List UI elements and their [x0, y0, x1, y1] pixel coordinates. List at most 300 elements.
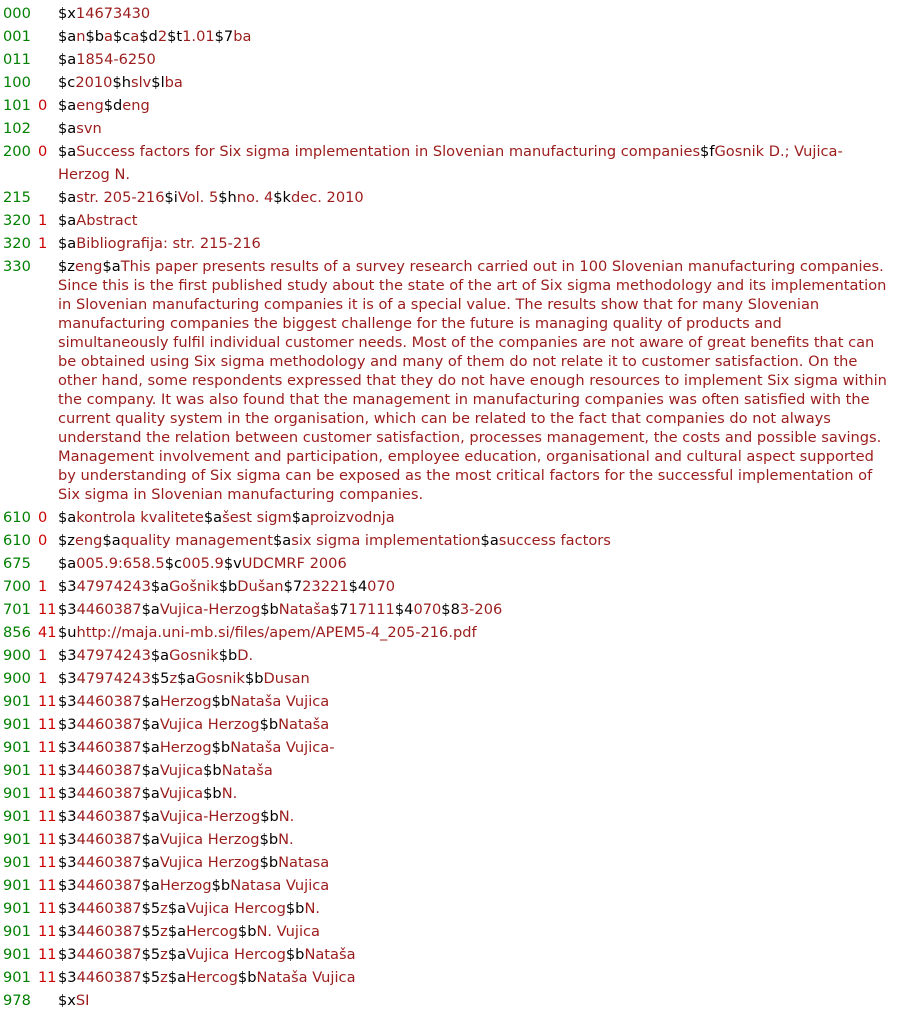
subfield-value: N.: [278, 808, 295, 825]
subfield-code: $a: [58, 235, 77, 252]
subfield-value: eng: [76, 97, 104, 114]
subfield-code: $a: [167, 946, 187, 963]
subfield-code: $3: [58, 946, 77, 963]
record-field: [0, 71, 900, 94]
subfield-value: z: [160, 900, 168, 917]
subfield-code: $a: [141, 877, 160, 894]
subfield-code: $a: [141, 808, 160, 825]
subfield-code: $a: [203, 509, 223, 526]
field-tag: 900: [3, 647, 31, 664]
subfield-value: Vujica Hercog: [186, 900, 286, 917]
subfield-code: $a: [58, 509, 77, 526]
field-indicators: 0: [38, 97, 48, 114]
subfield-code: $a: [102, 258, 121, 275]
field-tag: 901: [3, 785, 31, 802]
subfield-code: $c: [58, 74, 76, 91]
subfield-code: $b: [218, 578, 238, 595]
record-field: [0, 575, 900, 598]
field-data: [58, 713, 900, 736]
subfield-value: Vujica: [159, 785, 204, 802]
subfield-value: kontrola kvalitete: [76, 509, 204, 526]
subfield-code: $a: [141, 854, 160, 871]
subfield-value: 4460387: [76, 693, 142, 710]
record-field: [0, 851, 900, 874]
field-tag: 856: [3, 624, 31, 641]
subfield-value: Vujica Herzog: [159, 854, 260, 871]
subfield-code: $3: [58, 877, 77, 894]
subfield-code: $a: [291, 509, 311, 526]
subfield-code: $a: [58, 143, 77, 160]
field-data: [58, 667, 900, 690]
field-indicators: 11: [38, 969, 57, 986]
subfield-value: Herzog: [159, 739, 212, 756]
subfield-value: Natasa Vujica: [230, 877, 330, 894]
subfield-code: $a: [58, 212, 77, 229]
field-tag: 901: [3, 923, 31, 940]
subfield-value: a: [130, 28, 140, 45]
field-data: [58, 140, 900, 186]
subfield-value: Vujica-Herzog: [159, 808, 261, 825]
record-field: [0, 209, 900, 232]
subfield-code: $h: [112, 74, 131, 91]
subfield-value: N.: [278, 831, 294, 848]
field-tag: 001: [3, 28, 31, 45]
subfield-value: ba: [233, 28, 252, 45]
field-tag: 011: [3, 51, 31, 68]
field-data: [58, 644, 900, 667]
subfield-value: ba: [164, 74, 183, 91]
field-data: [58, 575, 900, 598]
field-indicators: 11: [38, 946, 57, 963]
subfield-code: $3: [58, 739, 77, 756]
subfield-value: Nataša: [221, 762, 273, 779]
field-tag: 901: [3, 808, 31, 825]
field-tag: 320: [3, 212, 31, 229]
field-data: [58, 2, 900, 25]
field-indicators: 0: [38, 143, 48, 160]
field-data: [58, 232, 900, 255]
subfield-value: Nataša Vujica: [256, 969, 356, 986]
subfield-value: 1854-6250: [76, 51, 156, 68]
record-field: [0, 874, 900, 897]
subfield-code: $z: [58, 258, 75, 275]
subfield-code: $a: [177, 670, 196, 687]
subfield-value: dec. 2010: [291, 189, 364, 206]
field-data: [58, 828, 900, 851]
subfield-value: Success factors for Six sigma implementation in Slovenian manufacturing companies: [76, 143, 701, 160]
subfield-value: 4460387: [76, 785, 142, 802]
subfield-value: 4460387: [76, 877, 142, 894]
subfield-value: Vujica Herzog: [159, 831, 260, 848]
field-tag: 901: [3, 854, 31, 871]
subfield-value: Bibliografija: str. 215-216: [76, 235, 261, 252]
field-data: [58, 920, 900, 943]
record-field: [0, 759, 900, 782]
subfield-code: $l: [151, 74, 165, 91]
field-indicators: 11: [38, 762, 57, 779]
field-data: [58, 621, 900, 644]
subfield-code: $b: [203, 785, 222, 802]
record-field: [0, 140, 900, 186]
subfield-code: $x: [58, 5, 76, 22]
subfield-code: $3: [58, 716, 77, 733]
subfield-code: $k: [273, 189, 292, 206]
subfield-value: SI: [75, 992, 90, 1009]
field-data: [58, 506, 900, 529]
subfield-code: $3: [58, 969, 77, 986]
subfield-value: http://maja.uni-mb.si/files/apem/APEM5-4_205-216.pdf: [76, 624, 477, 641]
field-tag: 102: [3, 120, 31, 137]
subfield-code: $3: [58, 854, 77, 871]
subfield-code: $z: [58, 532, 75, 549]
subfield-value: N.: [304, 900, 320, 917]
subfield-value: svn: [76, 120, 102, 137]
subfield-value: eng: [122, 97, 150, 114]
field-indicators: 1: [38, 578, 48, 595]
subfield-value: z: [160, 969, 168, 986]
field-tag: 901: [3, 969, 31, 986]
subfield-code: $4: [394, 601, 414, 618]
subfield-code: $3: [58, 762, 77, 779]
subfield-value: 005.9:658.5: [76, 555, 165, 572]
subfield-code: $b: [259, 854, 279, 871]
subfield-code: $a: [141, 785, 160, 802]
field-data: [58, 966, 900, 989]
subfield-value: šest sigm: [222, 509, 292, 526]
field-indicators: 11: [38, 923, 57, 940]
subfield-code: $b: [85, 28, 105, 45]
field-data: [58, 851, 900, 874]
field-tag: 901: [3, 693, 31, 710]
subfield-value: Abstract: [76, 212, 138, 229]
field-indicators: 1: [38, 235, 48, 252]
field-data: [58, 736, 900, 759]
field-tag: 701: [3, 601, 31, 618]
subfield-value: Herzog: [159, 693, 212, 710]
subfield-value: Dusan: [263, 670, 310, 687]
subfield-code: $3: [58, 900, 77, 917]
subfield-value: 4460387: [76, 739, 142, 756]
subfield-value: N. Vujica: [256, 923, 320, 940]
record-field: [0, 805, 900, 828]
subfield-value: Dušan: [237, 578, 284, 595]
subfield-code: $b: [237, 923, 257, 940]
field-tag: 901: [3, 831, 31, 848]
subfield-value: 4460387: [76, 831, 142, 848]
subfield-value: Gosnik: [195, 670, 245, 687]
subfield-value: N.: [221, 785, 238, 802]
field-tag: 901: [3, 762, 31, 779]
field-indicators: 11: [38, 877, 57, 894]
field-data: [58, 874, 900, 897]
field-indicators: 11: [38, 601, 57, 618]
subfield-value: a: [104, 28, 113, 45]
subfield-value: 005.9: [182, 555, 224, 572]
field-tag: 901: [3, 946, 31, 963]
record-field: [0, 552, 900, 575]
subfield-code: $5: [141, 923, 161, 940]
field-tag: 978: [3, 992, 31, 1009]
subfield-value: z: [160, 923, 168, 940]
field-indicators: 1: [38, 212, 48, 229]
subfield-value: Vujica: [159, 762, 204, 779]
subfield-code: $a: [167, 969, 187, 986]
subfield-value: 3-206: [459, 601, 503, 618]
record-field: [0, 690, 900, 713]
subfield-code: $c: [113, 28, 131, 45]
field-data: [58, 255, 900, 506]
subfield-code: $b: [259, 716, 279, 733]
subfield-value: Hercog: [186, 923, 238, 940]
subfield-value: proizvodnja: [310, 509, 395, 526]
field-tag: 900: [3, 670, 31, 687]
subfield-value: Nataša: [278, 601, 330, 618]
subfield-code: $a: [58, 97, 77, 114]
subfield-code: $b: [211, 693, 231, 710]
subfield-value: UDCMRF 2006: [241, 555, 347, 572]
record-field: [0, 48, 900, 71]
subfield-value: Nataša Vujica: [230, 693, 330, 710]
subfield-value: 47974243: [76, 647, 151, 664]
subfield-value: 23221: [302, 578, 349, 595]
field-indicators: 11: [38, 716, 57, 733]
record-field: [0, 186, 900, 209]
field-tag: 901: [3, 900, 31, 917]
record-field: [0, 989, 900, 1012]
record-field: [0, 117, 900, 140]
subfield-code: $3: [58, 670, 77, 687]
subfield-code: $3: [58, 601, 77, 618]
subfield-code: $3: [58, 693, 77, 710]
subfield-value: 47974243: [76, 670, 151, 687]
subfield-value: Natasa: [278, 854, 330, 871]
subfield-code: $b: [260, 601, 279, 618]
field-tag: 000: [3, 5, 31, 22]
subfield-value: 4460387: [76, 808, 142, 825]
subfield-code: $a: [58, 189, 77, 206]
subfield-code: $3: [58, 808, 77, 825]
subfield-value: Vujica-Herzog: [159, 601, 261, 618]
subfield-code: $f: [700, 143, 715, 160]
subfield-value: 4460387: [76, 923, 142, 940]
field-indicators: 1: [38, 647, 48, 664]
field-tag: 101: [3, 97, 31, 114]
subfield-code: $b: [244, 670, 264, 687]
record-field: [0, 506, 900, 529]
field-tag: 330: [3, 258, 31, 275]
subfield-value: slv: [131, 74, 152, 91]
subfield-code: $b: [285, 946, 305, 963]
field-tag: 610: [3, 509, 31, 526]
record-field: [0, 828, 900, 851]
field-data: [58, 782, 900, 805]
field-indicators: 11: [38, 900, 57, 917]
subfield-code: $b: [259, 831, 279, 848]
subfield-code: $8: [441, 601, 460, 618]
field-data: [58, 94, 900, 117]
subfield-code: $u: [58, 624, 77, 641]
record-field: [0, 966, 900, 989]
subfield-code: $7: [214, 28, 234, 45]
subfield-value: 070: [367, 578, 396, 595]
field-indicators: 11: [38, 808, 57, 825]
subfield-value: six sigma implementation: [291, 532, 481, 549]
field-data: [58, 989, 900, 1012]
subfield-code: $a: [273, 532, 292, 549]
subfield-code: $a: [58, 28, 77, 45]
subfield-code: $b: [260, 808, 279, 825]
field-indicators: 41: [38, 624, 57, 641]
field-indicators: 11: [38, 693, 57, 710]
field-data: [58, 552, 900, 575]
subfield-code: $b: [203, 762, 222, 779]
subfield-value: Gošnik: [169, 578, 219, 595]
subfield-value: eng: [74, 532, 103, 549]
record-field: [0, 25, 900, 48]
record-field: [0, 232, 900, 255]
subfield-value: n: [76, 28, 86, 45]
subfield-code: $a: [141, 716, 160, 733]
subfield-code: $a: [480, 532, 499, 549]
subfield-code: $a: [167, 900, 187, 917]
field-tag: 901: [3, 716, 31, 733]
subfield-code: $d: [139, 28, 158, 45]
field-data: [58, 897, 900, 920]
subfield-value: 14673430: [75, 5, 151, 22]
subfield-value: Hercog: [186, 969, 238, 986]
record-field: [0, 920, 900, 943]
subfield-code: $a: [141, 739, 160, 756]
subfield-value: 4460387: [76, 969, 142, 986]
subfield-value: D.: [237, 647, 254, 664]
field-tag: 100: [3, 74, 31, 91]
record-field: [0, 598, 900, 621]
subfield-value: no. 4: [236, 189, 274, 206]
field-data: [58, 759, 900, 782]
field-tag: 215: [3, 189, 31, 206]
subfield-value: Gosnik D.; Vujica-Herzog N.: [58, 143, 843, 183]
subfield-value: 2010: [75, 74, 113, 91]
subfield-value: quality management: [120, 532, 274, 549]
subfield-code: $7: [283, 578, 303, 595]
subfield-value: Gosnik: [169, 647, 219, 664]
record-field: [0, 529, 900, 552]
subfield-value: 4460387: [76, 900, 142, 917]
subfield-value: Vol. 5: [177, 189, 219, 206]
subfield-code: $a: [58, 555, 77, 572]
subfield-code: $5: [150, 670, 170, 687]
field-indicators: 11: [38, 854, 57, 871]
field-tag: 901: [3, 739, 31, 756]
subfield-value: 4460387: [76, 716, 142, 733]
subfield-code: $3: [58, 785, 77, 802]
field-indicators: 1: [38, 670, 48, 687]
field-data: [58, 117, 900, 140]
subfield-code: $b: [285, 900, 305, 917]
subfield-code: $h: [218, 189, 237, 206]
subfield-value: Nataša Vujica-: [230, 739, 335, 756]
subfield-code: $3: [58, 831, 77, 848]
record-field: [0, 943, 900, 966]
field-data: [58, 48, 900, 71]
subfield-value: 1.01: [182, 28, 215, 45]
subfield-value: str. 205-216: [76, 189, 165, 206]
subfield-value: eng: [74, 258, 103, 275]
record-field: [0, 667, 900, 690]
subfield-value: Nataša: [278, 716, 330, 733]
field-data: [58, 71, 900, 94]
record-field: [0, 736, 900, 759]
record-field: [0, 94, 900, 117]
subfield-value: 070: [413, 601, 442, 618]
subfield-value: This paper presents results of a survey research carried out in 100 Slovenian manufacturing companies. Since this is the first published study about the state of the art of Six sigma methodology and its implementation in Slovenian manufacturing companies it is of a special value. The results show that for many Slovenian manufacturing companies the biggest challenge for the future is managing quality of products and simultaneously fulfil individual customer needs. Most of the companies are not aware of great benefits that can be obtained using Six sigma methodology and many of them do not relate it to customer satisfaction. On the other hand, some respondents expressed that they do not have enough resources to implement Six sigma within the company. It was also found that the management in manufacturing companies was often satisfied with the current quality system in the organisation, which can be related to the fact that companies do not always understand the relation between customer satisfaction, processes management, the costs and possible savings. Management involvement and participation, employee education, organisational and cultural aspect supported by understanding of Six sigma can be exposed as the most critical factors for the successful implementation of Six sigma in Slovenian manufacturing companies.: [58, 258, 887, 503]
subfield-code: $5: [141, 900, 161, 917]
subfield-value: 4460387: [76, 762, 142, 779]
subfield-code: $5: [141, 946, 161, 963]
record-field: [0, 644, 900, 667]
subfield-code: $a: [58, 120, 77, 137]
subfield-code: $t: [167, 28, 183, 45]
subfield-value: 47974243: [76, 578, 151, 595]
field-data: [58, 209, 900, 232]
field-indicators: 11: [38, 831, 57, 848]
subfield-code: $b: [211, 739, 231, 756]
subfield-code: $a: [141, 831, 160, 848]
subfield-value: Nataša: [304, 946, 356, 963]
subfield-code: $c: [164, 555, 183, 572]
subfield-value: 4460387: [76, 601, 142, 618]
field-tag: 901: [3, 877, 31, 894]
field-data: [58, 943, 900, 966]
subfield-code: $a: [150, 578, 170, 595]
record-field: [0, 897, 900, 920]
field-tag: 675: [3, 555, 31, 572]
subfield-code: $3: [58, 923, 77, 940]
field-data: [58, 186, 900, 209]
subfield-code: $a: [102, 532, 121, 549]
subfield-value: 2: [157, 28, 168, 45]
subfield-code: $x: [58, 992, 76, 1009]
subfield-value: 4460387: [76, 946, 142, 963]
field-indicators: 11: [38, 785, 57, 802]
subfield-code: $a: [58, 51, 77, 68]
subfield-code: $a: [141, 762, 160, 779]
record-field: [0, 255, 900, 506]
subfield-code: $3: [58, 647, 77, 664]
subfield-value: 4460387: [76, 854, 142, 871]
subfield-code: $b: [211, 877, 231, 894]
field-data: [58, 805, 900, 828]
subfield-code: $3: [58, 578, 77, 595]
field-tag: 700: [3, 578, 31, 595]
field-data: [58, 690, 900, 713]
subfield-code: $a: [141, 693, 160, 710]
subfield-code: $d: [103, 97, 123, 114]
record-field: [0, 621, 900, 644]
record-field: [0, 2, 900, 25]
subfield-code: $a: [141, 601, 160, 618]
subfield-value: z: [160, 946, 168, 963]
subfield-code: $b: [218, 647, 238, 664]
subfield-code: $a: [167, 923, 187, 940]
record-field: [0, 782, 900, 805]
subfield-value: Vujica Herzog: [159, 716, 260, 733]
subfield-code: $i: [164, 189, 178, 206]
subfield-code: $7: [329, 601, 349, 618]
field-tag: 200: [3, 143, 31, 160]
subfield-value: Vujica Hercog: [186, 946, 286, 963]
field-indicators: 11: [38, 739, 57, 756]
